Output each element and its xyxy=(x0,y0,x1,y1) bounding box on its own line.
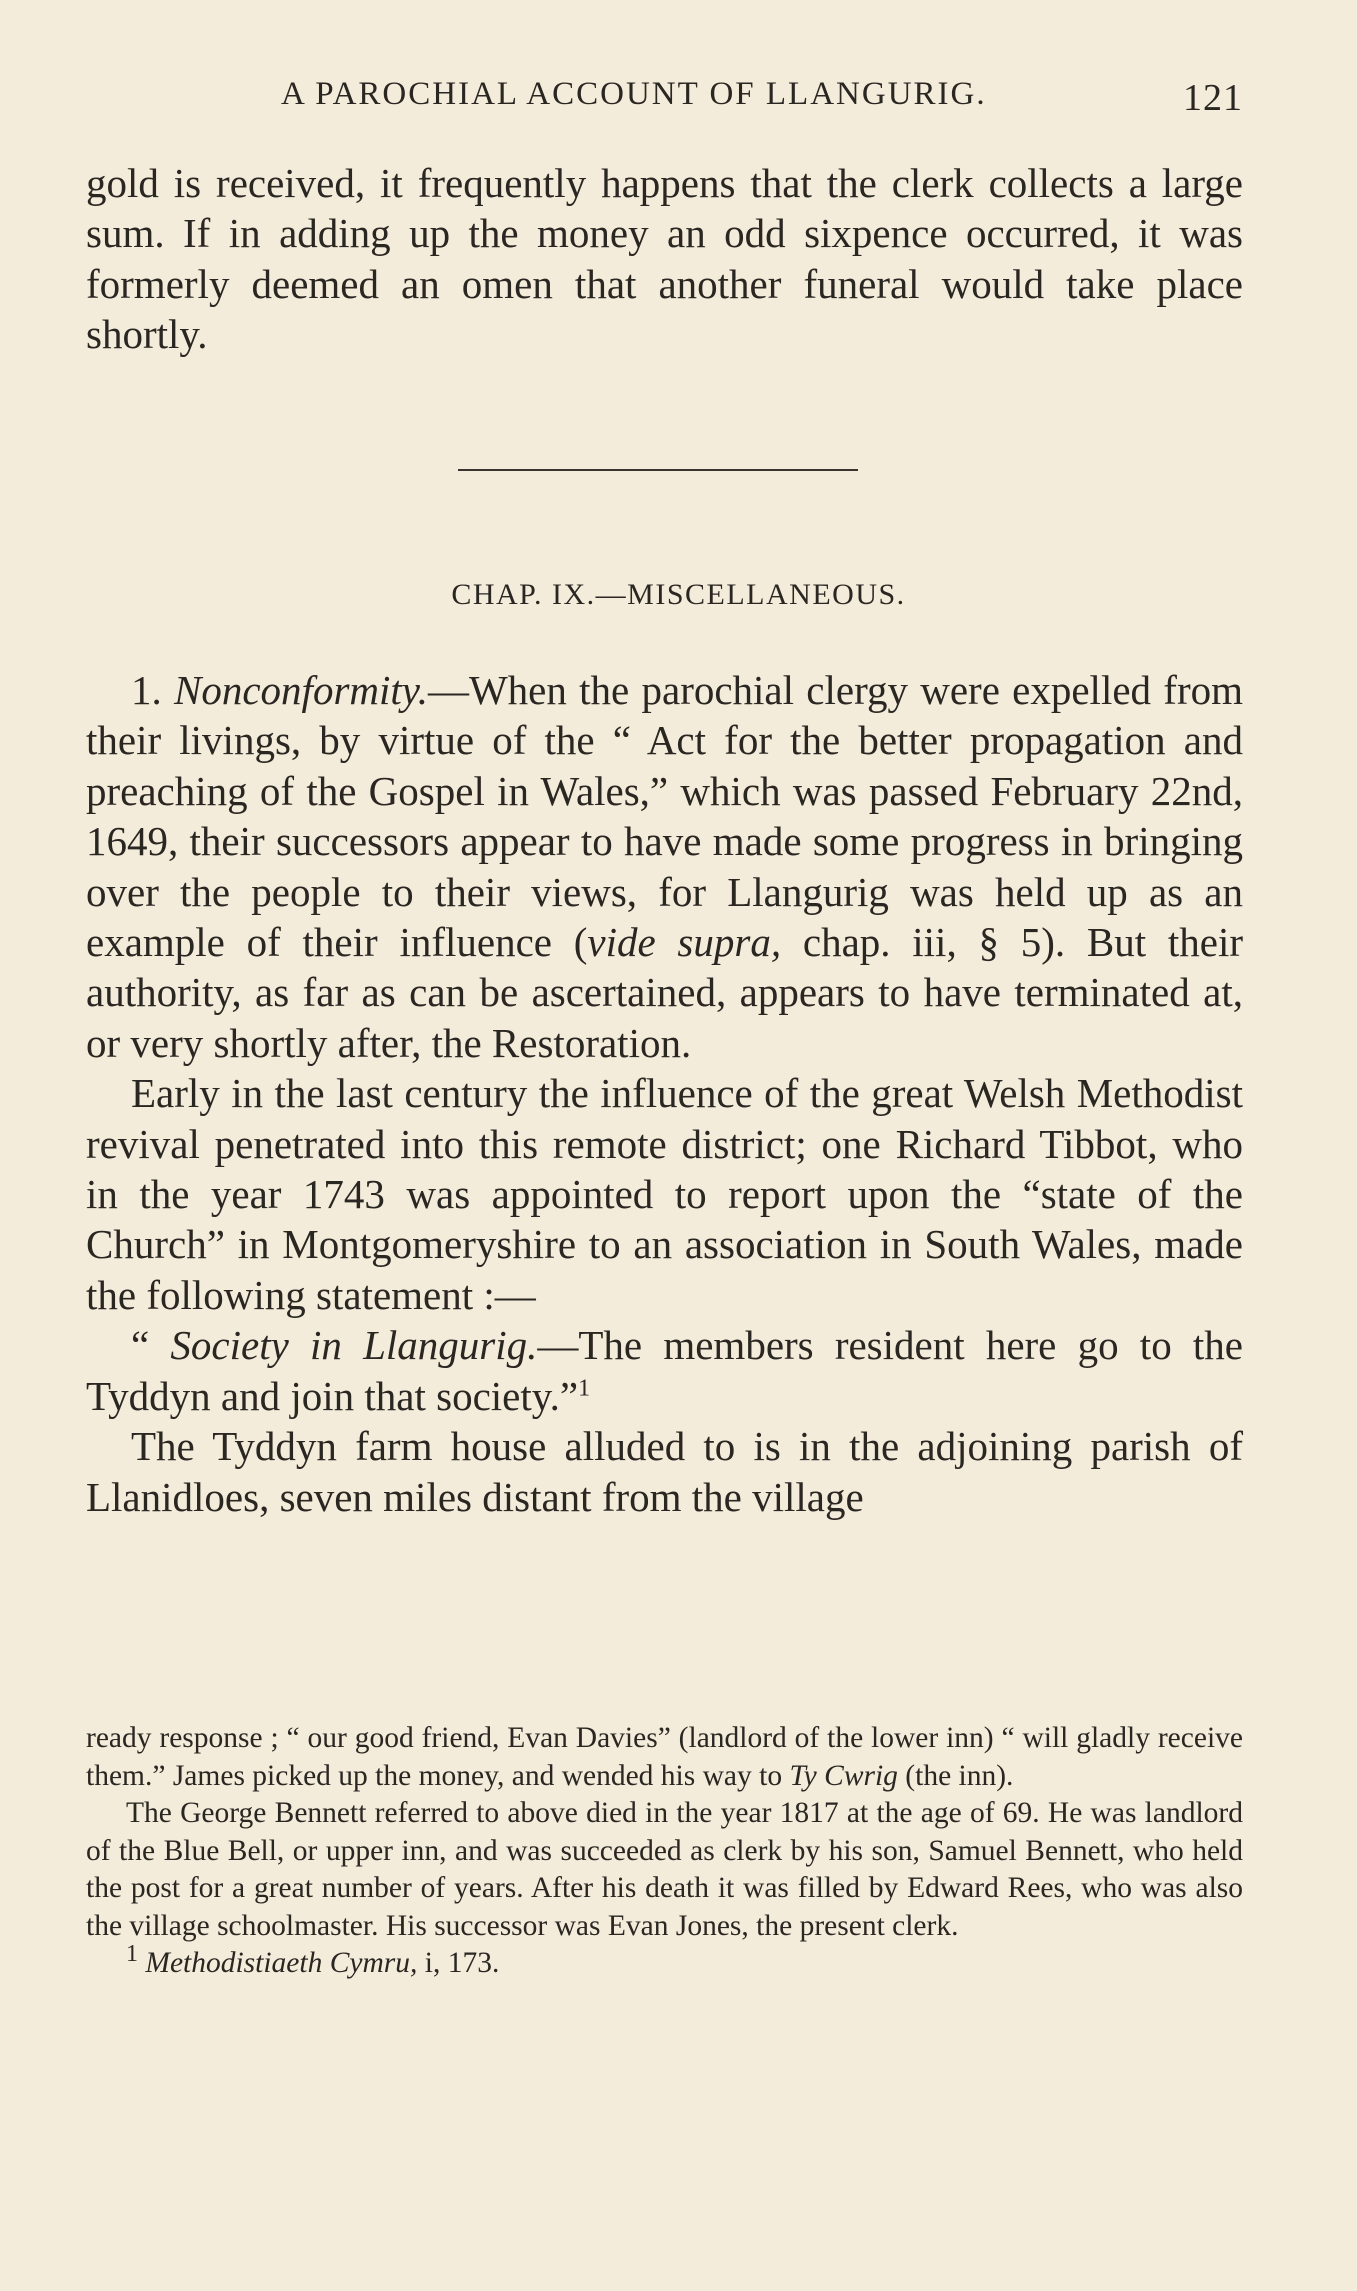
footnote-marker: 1 xyxy=(578,1375,591,1402)
footnote-number: 1 xyxy=(126,1941,138,1968)
page-number: 121 xyxy=(1183,77,1243,119)
section-text: —When the parochial clergy were expelled from their livings, by virtue of the “ Act for the better propagation and preaching of the Gospel in Wales,” which was passed February 22nd, 1649, their successors appear to have made some progress in bringing over the people to their views, for Llangurig was held up as an example of their influence ( xyxy=(86,667,1243,966)
cross-reference: vide supra, xyxy=(587,919,782,966)
footnote-1 xyxy=(86,1941,1243,1983)
footnote-continued xyxy=(86,1720,1243,1795)
main-text xyxy=(86,665,1243,1522)
paragraph-tyddyn: The Tyddyn farm house alluded to is in the adjoining parish of Llanidloes, seven miles distant from the village xyxy=(86,1423,1243,1520)
section-divider xyxy=(458,469,858,471)
section-title: Nonconformity. xyxy=(174,667,428,713)
section-text-cont: chap. iii, § 5). But their authority, as far as can be ascertained, appears to have terminated at, or very shortly after, the Restoration. xyxy=(86,919,1244,1066)
paragraph-methodist-revival: Early in the last century the influence of the great Welsh Methodist revival penetrated into this remote district; one Richard Tibbot, who in the year 1743 was appointed to report upon the “state of the Church” in Montgomeryshire to an association in South Wales, made the following statement :— xyxy=(86,1070,1243,1318)
section-number: 1. xyxy=(131,667,162,713)
continued-paragraph xyxy=(86,158,1243,360)
quote-title: Society in Llangurig. xyxy=(170,1322,538,1369)
footnote-citation: i, 173. xyxy=(417,1947,500,1979)
footnotes xyxy=(86,1720,1243,1983)
footnote-italic: Ty Cwrig xyxy=(789,1759,898,1792)
section-nonconformity xyxy=(86,665,1243,1068)
quote-open: “ xyxy=(131,1322,171,1369)
footnote-source: Methodistiaeth Cymru, xyxy=(145,1947,418,1979)
running-title: A PAROCHIAL ACCOUNT OF LLANGURIG. xyxy=(281,76,987,112)
quotation xyxy=(86,1320,1243,1421)
chapter-heading: CHAP. IX.—MISCELLANEOUS. xyxy=(451,578,906,611)
footnote-text-end: (the inn). xyxy=(897,1759,1014,1792)
quote-text: —The members resident here go to the Tyddyn and join that society.” xyxy=(86,1322,1243,1419)
running-header xyxy=(86,76,1243,120)
paragraph-text: gold is received, it frequently happens that the clerk collects a large sum. If in adding up the money an odd sixpence occurred, it was formerly deemed an omen that another funeral would take place shortly. xyxy=(86,160,1243,358)
footnote-bennett: The George Bennett referred to above died in the year 1817 at the age of 69. He was landlord of the Blue Bell, or upper inn, and was succeeded as clerk by his son, Samuel Bennett, who held the post for a great number of years. After his death it was filled by Edward Rees, who was also the village schoolmaster. His successor was Evan Jones, the present clerk. xyxy=(86,1797,1243,1942)
footnote-text: ready response ; “ our good friend, Evan Davies” (landlord of the lower inn) “ will gladly receive them.” James picked up the money, and wended his way to xyxy=(86,1722,1243,1792)
